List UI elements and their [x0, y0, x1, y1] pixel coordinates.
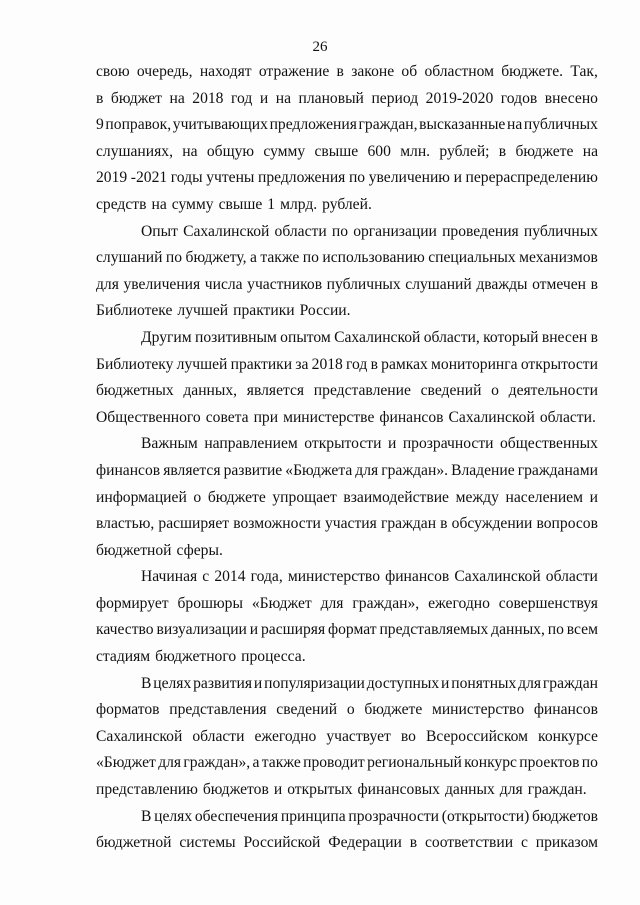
text-line: Общественного совета при министерстве финансов Сахалинской области. — [96, 408, 596, 426]
paragraph — [96, 804, 598, 857]
text-line: представлению бюджетов и открытых финансовых данных для граждан. — [96, 781, 587, 799]
text-line: Опыт Сахалинской области по организации проведения публичных — [141, 222, 598, 240]
paragraph — [96, 671, 598, 804]
text-line: форматов представления сведений о бюджете министерство финансов — [96, 701, 598, 719]
text-line: бюджетной системы Российской Федерации в соответствии с приказом — [96, 834, 598, 852]
text-line: формирует брошюры «Бюджет для граждан», ежегодно совершенствуя — [96, 594, 598, 612]
paragraph — [96, 431, 598, 564]
paragraph — [96, 325, 598, 431]
page-number: 26 — [312, 39, 328, 55]
text-line: Библиотеке лучшей практики России. — [96, 302, 351, 320]
text-line: властью, расширяет возможности участия граждан в обсуждении вопросов — [96, 515, 598, 533]
text-line: Сахалинской области ежегодно участвует во Всероссийском конкурсе — [96, 727, 598, 745]
text-line: бюджетных данных, является представление сведений о деятельности — [96, 382, 598, 400]
text-line: слушаниях, на общую сумму свыше 600 млн. рублей; в бюджете на — [96, 142, 598, 160]
text-line: информацией о бюджете упрощает взаимодействие между населением и — [96, 488, 598, 506]
text-line: Другим позитивным опытом Сахалинской области, который внесен в — [141, 328, 598, 346]
text-line: стадиям бюджетного процесса. — [96, 648, 306, 666]
text-line: Важным направлением открытости и прозрачности общественных — [141, 435, 598, 453]
document-body — [96, 59, 598, 857]
text-line: финансов является развитие «Бюджета для граждан». Владение гражданами — [96, 461, 598, 479]
text-line: свою очередь, находят отражение в законе об областном бюджете. Так, — [96, 63, 598, 80]
text-line: 9 поправок, учитывающих предложения граждан, высказанные на публичных — [96, 116, 598, 134]
text-line: в бюджет на 2018 год и на плановый период 2019-2020 годов внесено — [96, 89, 598, 107]
text-line: В целях обеспечения принципа прозрачности (открытости) бюджетов — [141, 807, 598, 825]
text-line: средств на сумму свыше 1 млрд. рублей. — [96, 195, 372, 213]
text-line: бюджетной сферы. — [96, 541, 223, 559]
text-line: для увеличения числа участников публичных слушаний дважды отмечен в — [96, 275, 598, 293]
paragraph — [96, 59, 598, 219]
text-line: Начиная с 2014 года, министерство финансов Сахалинской области — [141, 568, 598, 586]
text-line: качество визуализации и расширяя формат представляемых данных, по всем — [96, 621, 598, 639]
text-line: В целях развития и популяризации доступных и понятных для граждан — [141, 674, 598, 692]
text-line: слушаний по бюджету, а также по использованию специальных механизмов — [96, 249, 598, 267]
text-line: 2019 -2021 годы учтены предложения по увеличению и перераспределению — [96, 169, 598, 187]
text-line: Библиотеку лучшей практики за 2018 год в рамках мониторинга открытости — [96, 355, 598, 373]
text-line: «Бюджет для граждан», а также проводит региональный конкурс проектов по — [96, 754, 598, 772]
paragraph — [96, 219, 598, 325]
paragraph — [96, 564, 598, 670]
